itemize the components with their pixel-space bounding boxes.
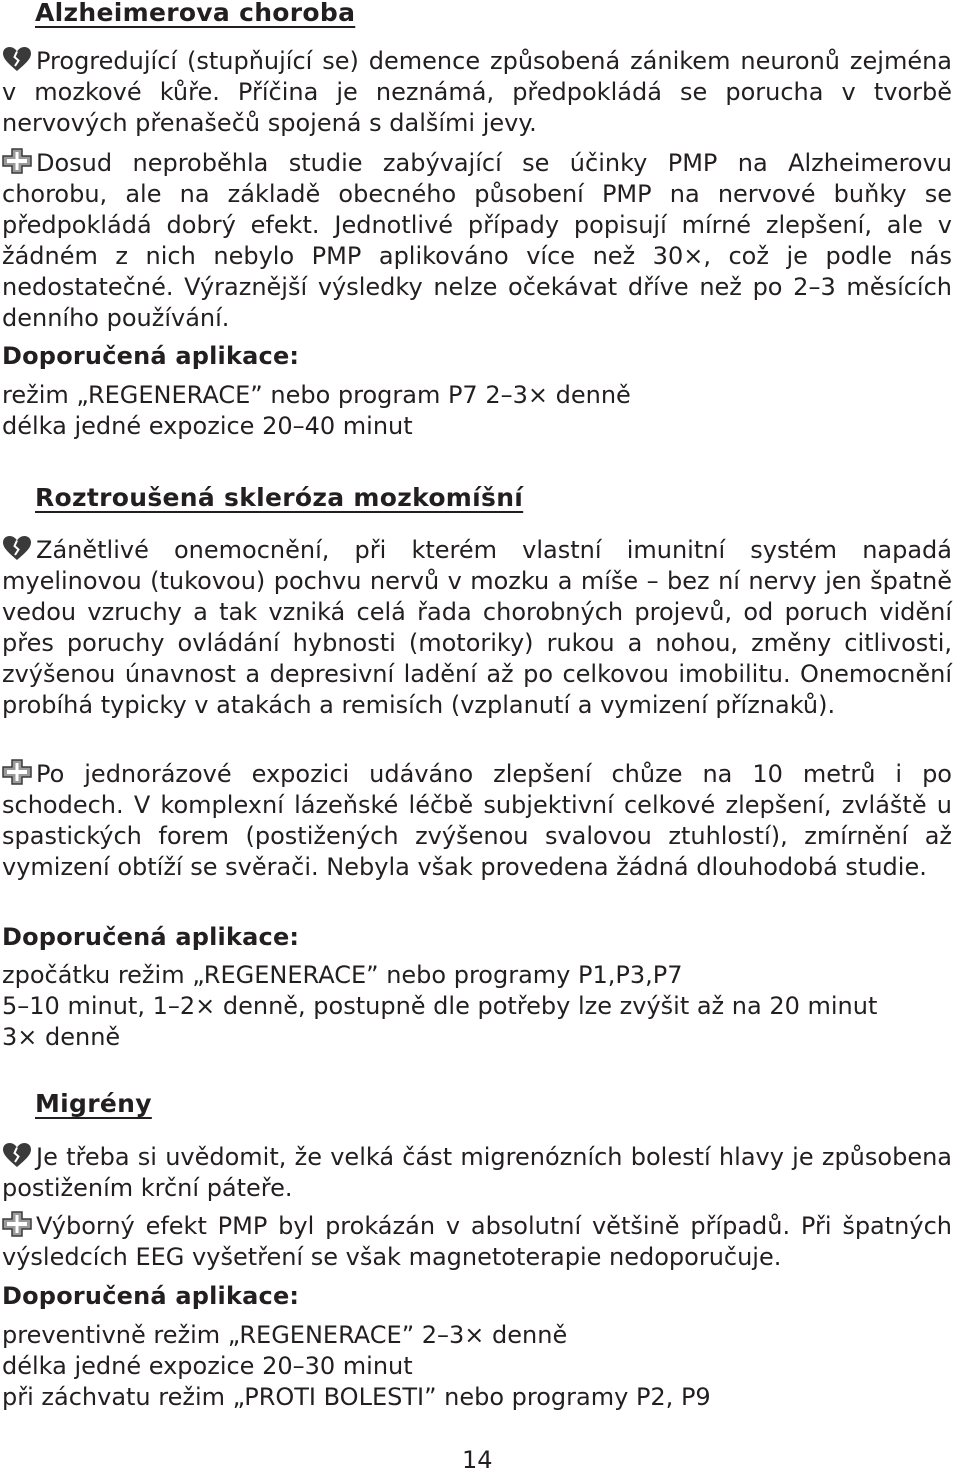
recommendation-line: zpočátku režim „REGENERACE” nebo programy P1,P3,P7: [2, 961, 683, 989]
recommendation-label: Doporučená aplikace:: [2, 1282, 300, 1310]
section-title-migraine: Migrény: [35, 1089, 152, 1118]
section-title-sclerosis: Roztroušená skleróza mozkomíšní: [35, 483, 524, 512]
broken-heart-icon: [2, 1142, 32, 1168]
recommendation-label: Doporučená aplikace:: [2, 342, 300, 370]
section-sclerosis-effect: [2, 759, 952, 883]
effect-text: Dosud neproběhla studie zabývající se účinky PMP na Alzheimerovu chorobu, ale na základě obecného působení PMP na nervové buňky se předpokládá dobrý efekt. Jednotlivé případy popisují mírné zlepšení, ale v žádném z nich nebylo PMP aplikováno více než 30×, což je podle nás nedostatečné. Výraznější výsledky nelze očekávat dříve než po 2–3 měsících denního používání.: [2, 149, 952, 332]
section-sclerosis-cause: [2, 535, 952, 721]
recommendation-line: režim „REGENERACE” nebo program P7 2–3× denně: [2, 381, 631, 409]
page-number: 14: [462, 1446, 493, 1474]
section-migraine-cause: [2, 1142, 952, 1204]
effect-text: Po jednorázové expozici udáváno zlepšení chůze na 10 metrů i po schodech. V komplexní lázeňské léčbě subjektivní celkové zlepšení, zvláště u spastických forem (postižených zvýšenou svalovou ztuhlostí), zmírnění až vymizení obtíží se svěrači. Nebyla však provedena žádná dlouhodobá studie.: [2, 760, 952, 881]
medical-cross-icon: [2, 759, 32, 785]
broken-heart-icon: [2, 46, 32, 72]
medical-cross-icon: [2, 148, 32, 174]
effect-text: Výborný efekt PMP byl prokázán v absolutní většině případů. Při špatných výsledcích EEG vyšetření se však magnetoterapie nedoporučuje.: [2, 1212, 952, 1271]
medical-cross-icon: [2, 1211, 32, 1237]
recommendation-line: délka jedné expozice 20–30 minut: [2, 1352, 413, 1380]
section-alzheimer-cause: [2, 46, 952, 139]
recommendation-line: 5–10 minut, 1–2× denně, postupně dle potřeby lze zvýšit až na 20 minut: [2, 992, 878, 1020]
cause-text: Progredující (stupňující se) demence způsobená zánikem neuronů zejména v mozkové kůře. Příčina je neznámá, předpokládá se porucha v tvorbě nervových přenašečů spojená s dalšími jevy.: [2, 47, 952, 137]
recommendation-line: délka jedné expozice 20–40 minut: [2, 412, 413, 440]
recommendation-line: při záchvatu režim „PROTI BOLESTI” nebo programy P2, P9: [2, 1383, 711, 1411]
cause-text: Je třeba si uvědomit, že velká část migrenózních bolestí hlavy je způsobena postižením krční páteře.: [2, 1143, 952, 1202]
section-alzheimer-effect: [2, 148, 952, 334]
cause-text: Zánětlivé onemocnění, při kterém vlastní imunitní systém napadá myelinovou (tukovou) pochvu nervů v mozku a míše – bez ní nervy jen špatně vedou vzruchy a tak vzniká celá řada chorobných projevů, od poruch vidění přes poruchy ovládání hybnosti (motoriky) rukou a nohou, změny citlivosti, zvýšenou únavnost a depresivní ladění až po celkovou imobilitu. Onemocnění probíhá typicky v atakách a remisích (vzplanutí a vymizení příznaků).: [2, 536, 952, 719]
section-migraine-effect: [2, 1211, 952, 1273]
section-title-alzheimer: Alzheimerova choroba: [35, 0, 356, 27]
broken-heart-icon: [2, 535, 32, 561]
recommendation-line: preventivně režim „REGENERACE” 2–3× denně: [2, 1321, 568, 1349]
recommendation-label: Doporučená aplikace:: [2, 923, 300, 951]
recommendation-line: 3× denně: [2, 1023, 121, 1051]
